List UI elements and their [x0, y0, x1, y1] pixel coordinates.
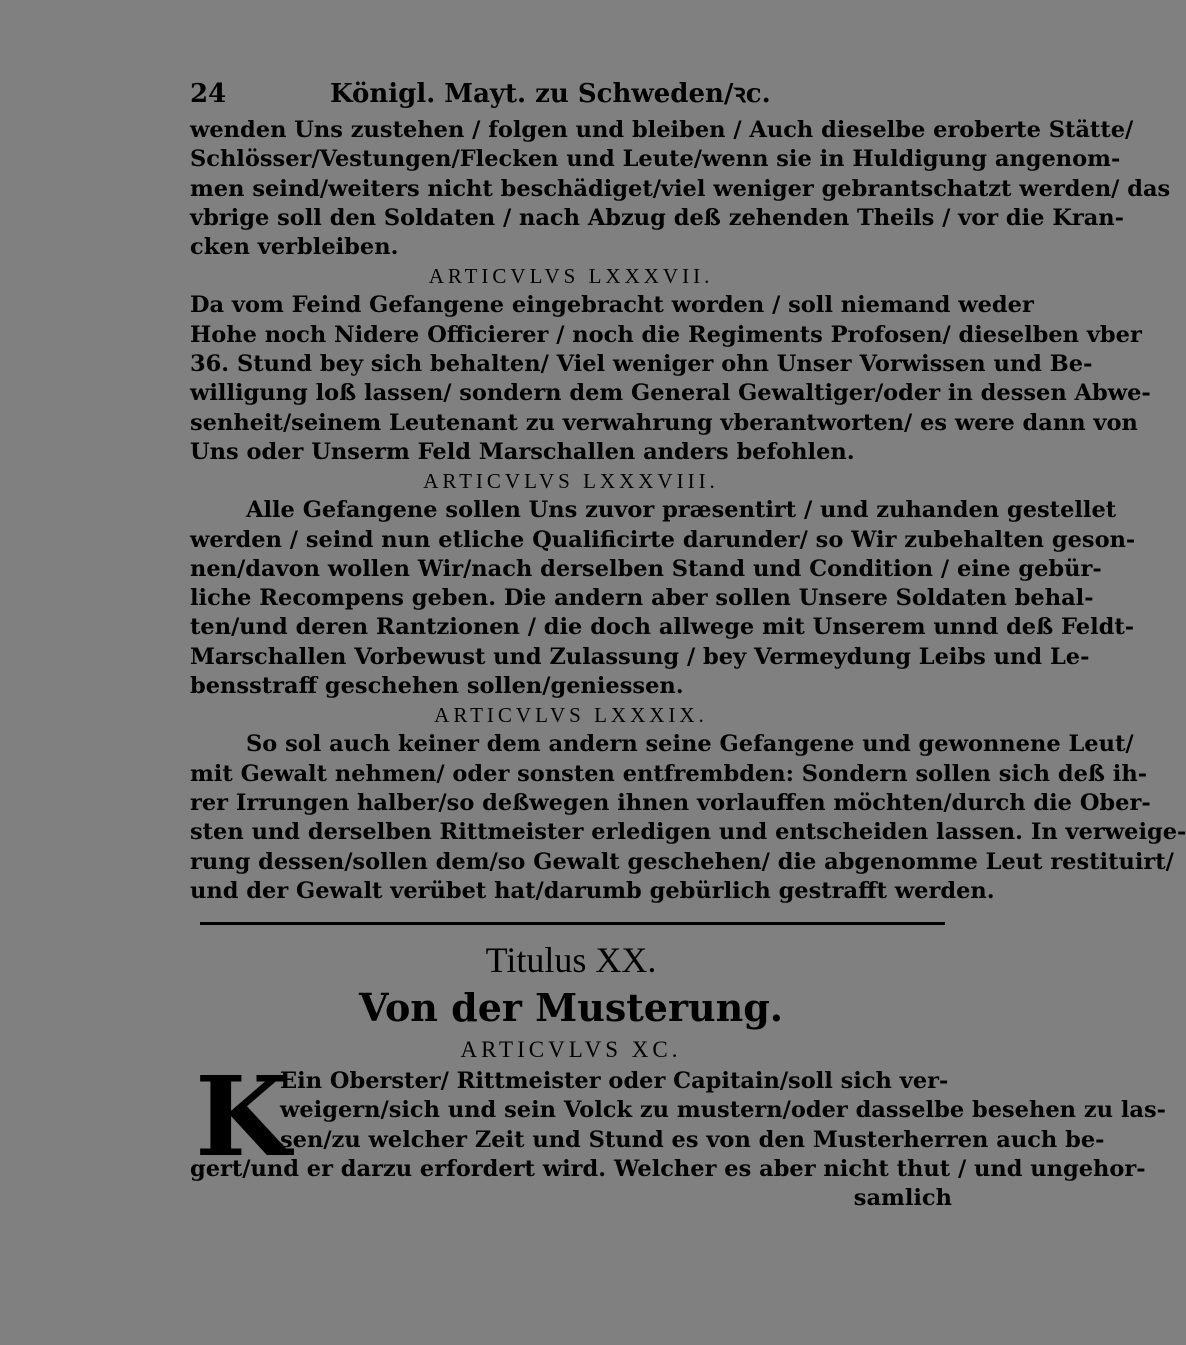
article-90-text — [190, 1052, 1166, 1213]
text-line: rer Irrungen halber/so deßwegen ihnen vorlauffen möchten/durch die Ober- — [190, 789, 1151, 816]
titulus-number: Titulus XX. — [485, 940, 657, 981]
running-title: Königl. Mayt. zu Schweden/ꝛc. — [330, 79, 771, 109]
text-line: cken verbleiben. — [190, 234, 399, 261]
catchword: samlich — [853, 1185, 952, 1212]
article-heading-90: ARTICVLVS XC. — [460, 1037, 682, 1063]
text-line: Hohe noch Nidere Officierer / noch die Regiments Profosen/ dieselben vber — [190, 321, 1142, 348]
text-line: willigung loß lassen/ sondern dem General Gewaltiger/oder in dessen Abwe- — [190, 380, 1151, 407]
text-line: Da vom Feind Gefangene eingebracht worden / soll niemand weder — [190, 292, 1034, 319]
paragraph-continuation — [190, 116, 1171, 262]
text-line: senheit/seinem Leutenant zu verwahrung vberantworten/ es were dann von — [190, 409, 1138, 436]
text-line: 36. Stund bey sich behalten/ Viel weniger ohn Unser Vorwissen und Be- — [190, 351, 1093, 378]
article-90-block — [190, 1052, 1166, 1213]
text-line: und der Gewalt verübet hat/darumb gebürlich gestrafft werden. — [190, 877, 995, 904]
text-line: Alle Gefangene sollen Uns zuvor præsentirt / und zuhanden gestellet — [246, 497, 1117, 524]
text-line: Uns oder Unserm Feld Marschallen anders befohlen. — [190, 438, 855, 465]
text-line: mit Gewalt nehmen/ oder sonsten entfrembden: Sondern sollen sich deß ih- — [190, 760, 1148, 787]
text-line: rung dessen/sollen dem/so Gewalt geschehen/ die abgenomme Leut restituirt/ — [190, 848, 1174, 875]
page-header — [190, 72, 952, 116]
article-heading-89: ARTICVLVS LXXXIX. — [434, 703, 708, 728]
text-line: sen/zu welcher Zeit und Stund es von den Musterherren auch be- — [280, 1126, 1105, 1153]
text-line: bensstraff geschehen sollen/geniessen. — [190, 673, 684, 700]
text-line: Ein Oberster/ Rittmeister oder Capitain/soll sich ver- — [280, 1068, 949, 1095]
article-88-text — [190, 496, 1136, 701]
text-line: liche Recompens geben. Die andern aber sollen Unsere Soldaten behal- — [190, 585, 1094, 612]
page-number: 24 — [190, 79, 227, 109]
text-line: werden / seind nun etliche Qualificirte darunder/ so Wir zubehalten geson- — [190, 526, 1136, 553]
text-line: gert/und er darzu erfordert wird. Welcher es aber nicht thut / und ungehor- — [190, 1156, 1146, 1183]
article-heading-88: ARTICVLVS LXXXVIII. — [423, 469, 719, 494]
text-line: weigern/sich und sein Volck zu mustern/oder dasselbe besehen zu las- — [280, 1097, 1166, 1124]
document-page — [190, 72, 1186, 1214]
text-line: So sol auch keiner dem andern seine Gefangene und gewonnene Leut/ — [246, 731, 1134, 758]
article-89-text — [190, 730, 1186, 906]
text-line: men seind/weiters nicht beschädiget/viel weniger gebrantschatzt werden/ das — [190, 175, 1171, 202]
text-line: nen/davon wollen Wir/nach derselben Stand und Condition / eine gebür- — [190, 555, 1102, 582]
decorated-initial: K — [195, 1052, 291, 1182]
text-line: wenden Uns zustehen / folgen und bleiben / Auch dieselbe eroberte Stätte/ — [190, 117, 1134, 143]
article-heading-87: ARTICVLVS LXXXVII. — [428, 264, 714, 289]
article-87-text — [190, 291, 1151, 467]
text-line: Marschallen Vorbewust und Zulassung / bey Vermeydung Leibs und Le- — [190, 643, 1090, 670]
text-line: ten/und deren Rantzionen / die doch allwege mit Unserem unnd deß Feldt- — [190, 614, 1135, 641]
section-divider — [200, 922, 945, 925]
text-line: sten und derselben Rittmeister erledigen und entscheiden lassen. In verweige- — [190, 819, 1186, 846]
text-line: Schlösser/Vestungen/Flecken und Leute/wenn sie in Huldigung angenom- — [190, 146, 1121, 173]
titulus-subtitle: Von der Musterung. — [358, 985, 784, 1031]
text-line: vbrige soll den Soldaten / nach Abzug deß zehenden Theils / vor die Kran- — [190, 204, 1125, 231]
